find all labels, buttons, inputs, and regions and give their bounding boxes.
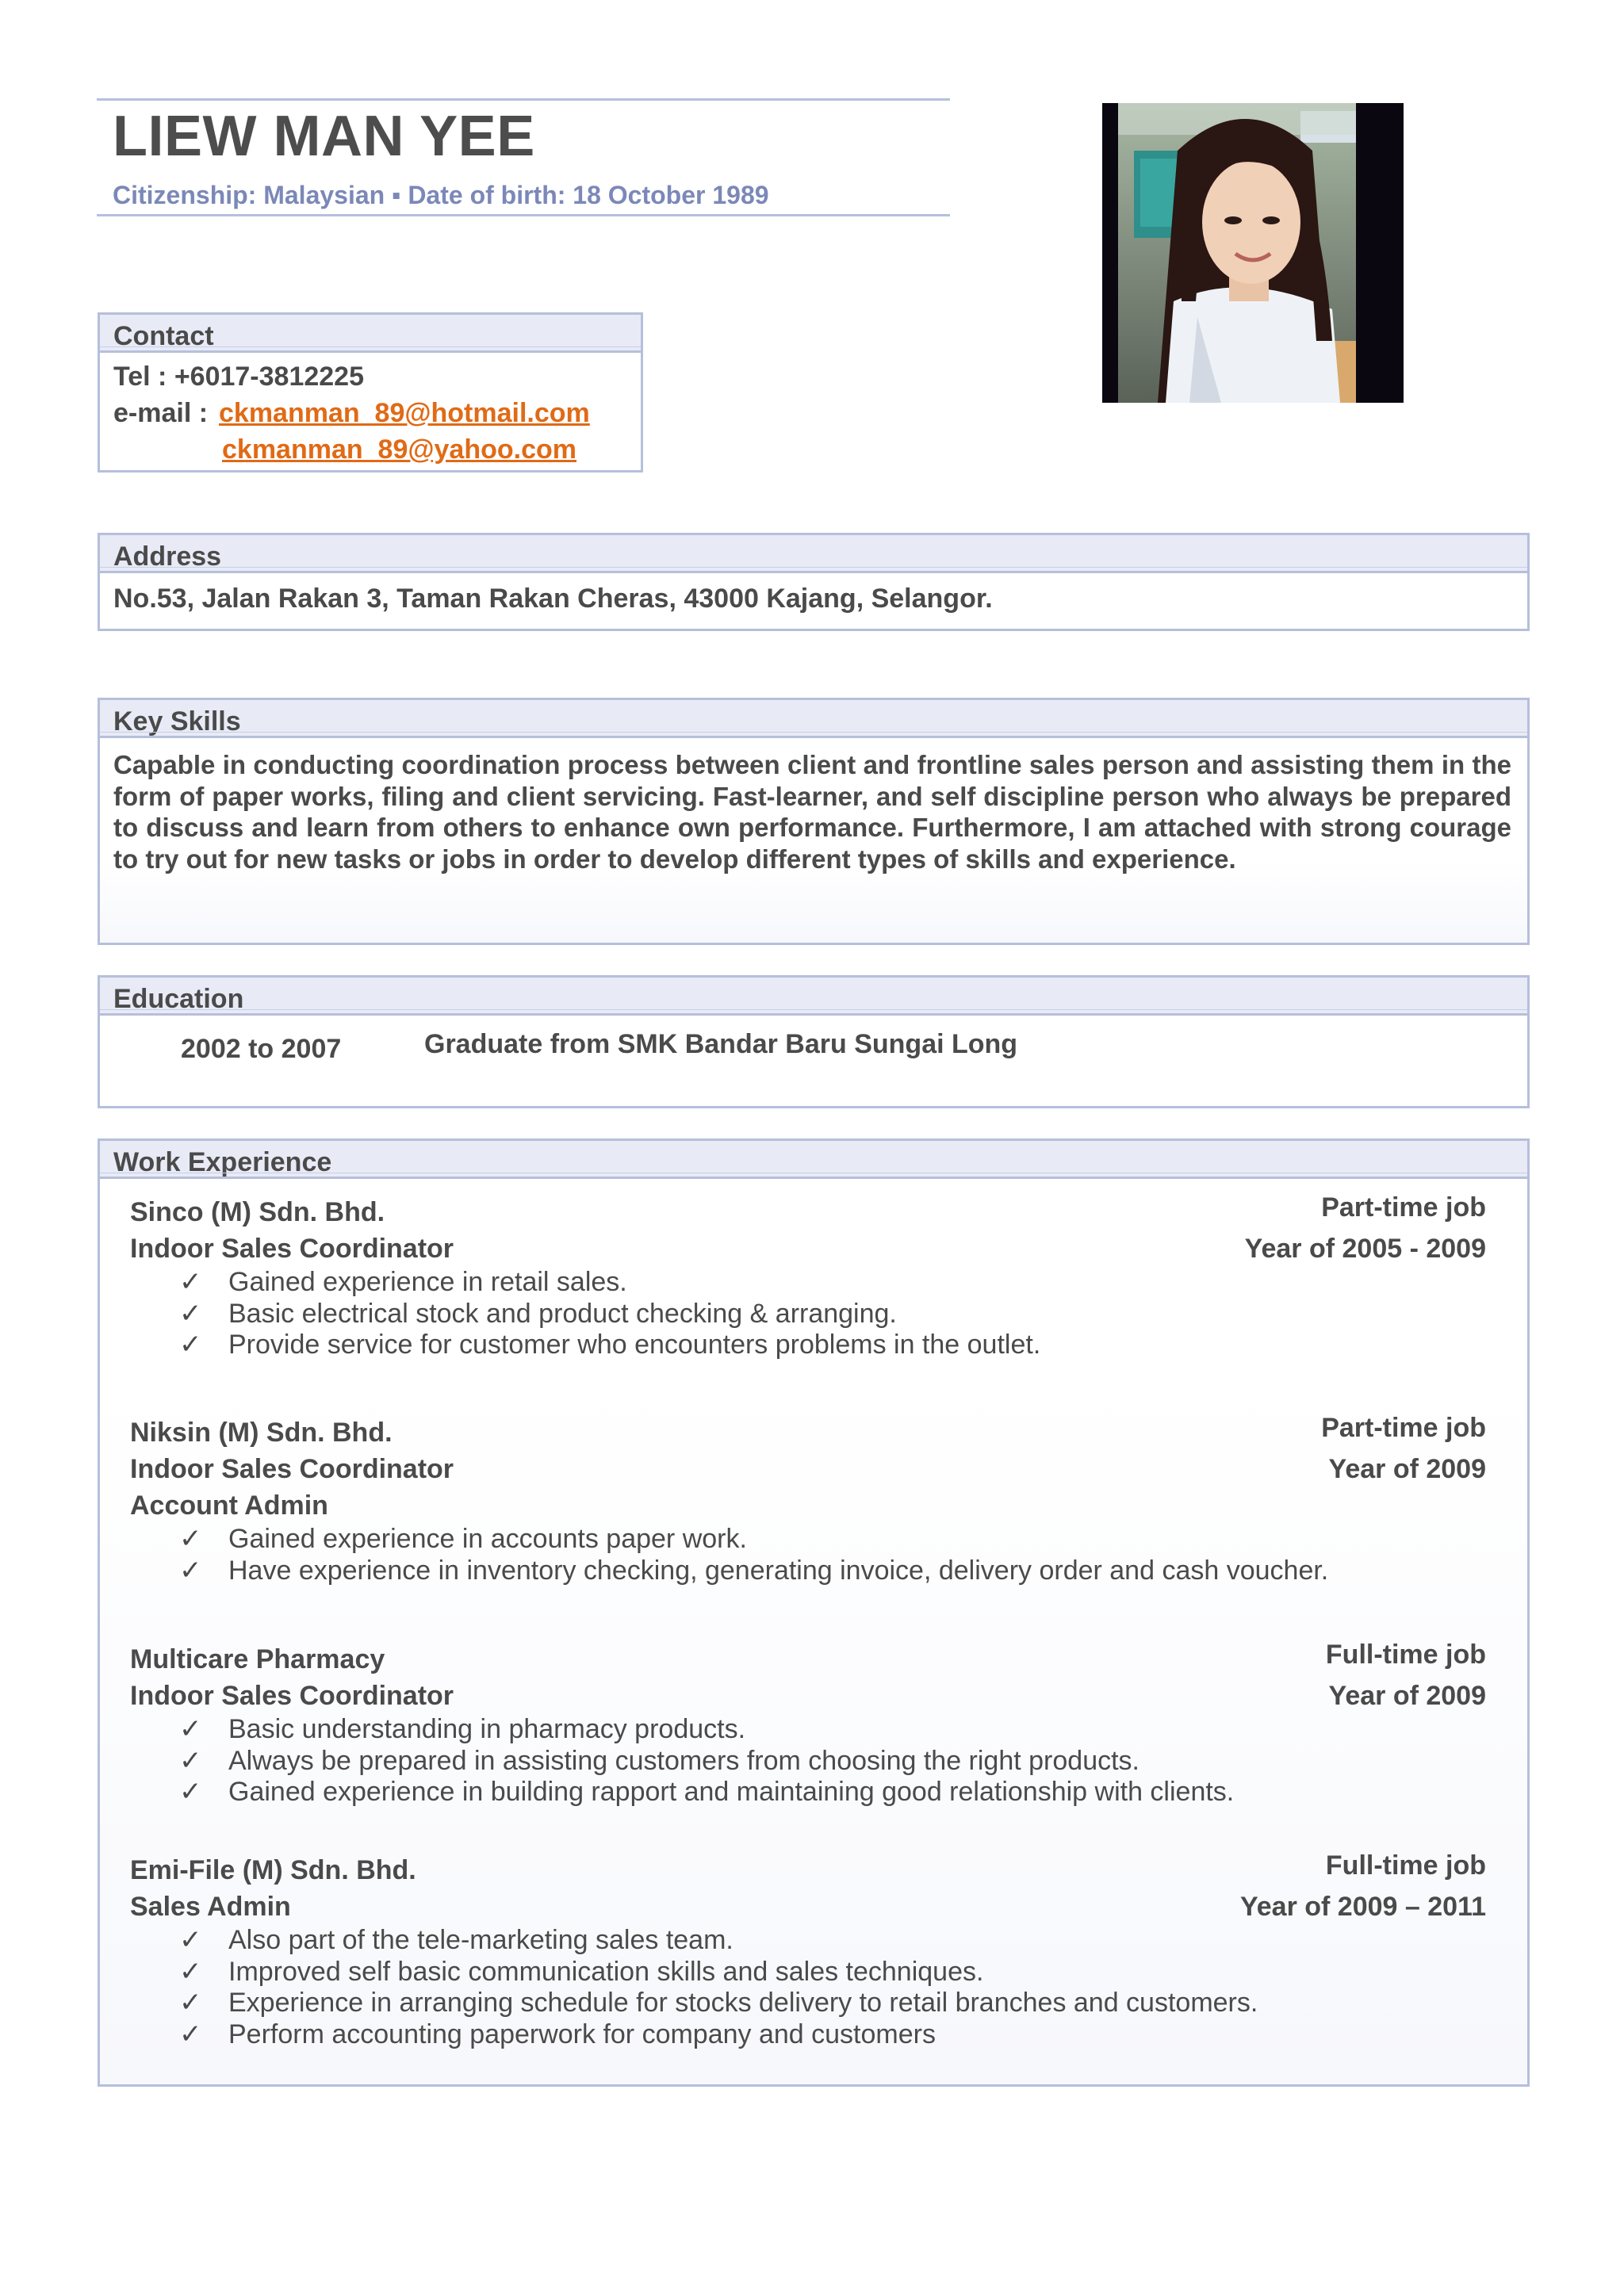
checkmark-icon: ✓ (179, 1777, 202, 1807)
email-label: e-mail : (113, 398, 209, 428)
education-school: Graduate from SMK Bandar Baru Sungai Long (424, 1029, 1018, 1059)
job-bullets (130, 1267, 1486, 1361)
job-role-secondary: Account Admin (130, 1490, 328, 1521)
education-header (100, 978, 1527, 1016)
email-link-hotmail[interactable]: ckmanman_89@hotmail.com (219, 398, 590, 428)
job-company: Sinco (M) Sdn. Bhd. (130, 1197, 385, 1227)
job-entry-niksin (130, 1414, 1486, 1586)
job-bullets (130, 1524, 1486, 1586)
checkmark-icon: ✓ (179, 1956, 202, 1987)
header-bottom-rule (97, 214, 950, 216)
work-experience-section (98, 1138, 1530, 2087)
job-type: Full-time job (1325, 1850, 1486, 1881)
job-entry-emifile (130, 1852, 1486, 2050)
checkmark-icon: ✓ (179, 1714, 202, 1744)
contact-header (100, 315, 641, 353)
profile-photo (1102, 103, 1404, 403)
job-period: Year of 2005 - 2009 (1244, 1234, 1486, 1264)
job-company: Emi-File (M) Sdn. Bhd. (130, 1855, 416, 1885)
contact-title: Contact (113, 321, 214, 351)
checkmark-icon: ✓ (179, 1267, 202, 1297)
job-bullets (130, 1925, 1486, 2050)
address-text: No.53, Jalan Rakan 3, Taman Rakan Cheras, 43000 Kajang, Selangor. (113, 584, 993, 614)
header-top-rule (97, 98, 950, 101)
job-bullet: ✓ Provide service for customer who encounters problems in the outlet. (179, 1330, 1041, 1360)
checkmark-icon: ✓ (179, 1988, 202, 2018)
contact-section (98, 312, 643, 473)
key-skills-text: Capable in conducting coordination process between client and frontline sales person and assisting them in the form of paper works, filing and client servicing. Fast-learner, and self discipline person who always be prepared to discuss and learn from others to enhance own performance. Furthermore, I am attached with strong courage to try out for new tasks or jobs in order to develop different types of skills and experience. (113, 750, 1511, 874)
job-period: Year of 2009 (1328, 1681, 1486, 1711)
job-bullet: ✓ Basic electrical stock and product checking & arranging. (179, 1298, 897, 1329)
education-section (98, 975, 1530, 1108)
job-role: Indoor Sales Coordinator (130, 1681, 454, 1711)
work-experience-title: Work Experience (113, 1147, 332, 1177)
address-header (100, 535, 1527, 573)
candidate-name: LIEW MAN YEE (113, 105, 535, 168)
job-bullet: ✓ Have experience in inventory checking, generating invoice, delivery order and cash voucher. (179, 1555, 1329, 1586)
job-period: Year of 2009 – 2011 (1239, 1892, 1486, 1922)
key-skills-section (98, 698, 1530, 945)
work-experience-header (100, 1141, 1527, 1179)
job-bullet: ✓ Gained experience in building rapport and maintaining good relationship with clients. (179, 1777, 1235, 1807)
job-type: Full-time job (1325, 1640, 1486, 1670)
job-period: Year of 2009 (1328, 1454, 1486, 1484)
citizenship-birth-line: Citizenship: Malaysian ▪ Date of birth: 18 October 1989 (113, 181, 769, 209)
job-role: Sales Admin (130, 1892, 291, 1922)
job-type: Part-time job (1321, 1192, 1486, 1223)
checkmark-icon: ✓ (179, 2019, 202, 2049)
job-bullet: ✓ Always be prepared in assisting customers from choosing the right products. (179, 1745, 1139, 1776)
job-bullet: ✓ Basic understanding in pharmacy products. (179, 1714, 746, 1744)
key-skills-header (100, 700, 1527, 738)
job-entry-sinco (130, 1194, 1486, 1361)
job-role: Indoor Sales Coordinator (130, 1234, 454, 1264)
job-bullet: ✓ Improved self basic communication skills and sales techniques. (179, 1956, 984, 1987)
key-skills-title: Key Skills (113, 706, 241, 737)
job-bullet: ✓ Gained experience in accounts paper work. (179, 1524, 747, 1554)
address-section (98, 533, 1530, 631)
job-bullet: ✓ Perform accounting paperwork for company and customers (179, 2019, 936, 2049)
job-company: Niksin (M) Sdn. Bhd. (130, 1418, 393, 1448)
education-years: 2002 to 2007 (181, 1034, 342, 1064)
email-link-yahoo[interactable]: ckmanman_89@yahoo.com (222, 434, 576, 465)
education-title: Education (113, 984, 244, 1014)
profile-photo-illustration (1102, 103, 1404, 403)
job-type: Part-time job (1321, 1413, 1486, 1443)
job-bullet: ✓ Experience in arranging schedule for stocks delivery to retail branches and customers. (179, 1988, 1258, 2018)
job-bullets (130, 1714, 1486, 1808)
checkmark-icon: ✓ (179, 1925, 202, 1955)
job-role: Indoor Sales Coordinator (130, 1454, 454, 1484)
job-bullet: ✓ Gained experience in retail sales. (179, 1267, 627, 1297)
checkmark-icon: ✓ (179, 1330, 202, 1360)
checkmark-icon: ✓ (179, 1555, 202, 1586)
job-entry-multicare (130, 1641, 1486, 1808)
job-company: Multicare Pharmacy (130, 1644, 385, 1674)
address-title: Address (113, 541, 222, 572)
job-bullet: ✓ Also part of the tele-marketing sales team. (179, 1925, 733, 1955)
contact-tel: Tel : +6017-3812225 (113, 362, 364, 392)
checkmark-icon: ✓ (179, 1524, 202, 1554)
checkmark-icon: ✓ (179, 1298, 202, 1329)
checkmark-icon: ✓ (179, 1745, 202, 1776)
